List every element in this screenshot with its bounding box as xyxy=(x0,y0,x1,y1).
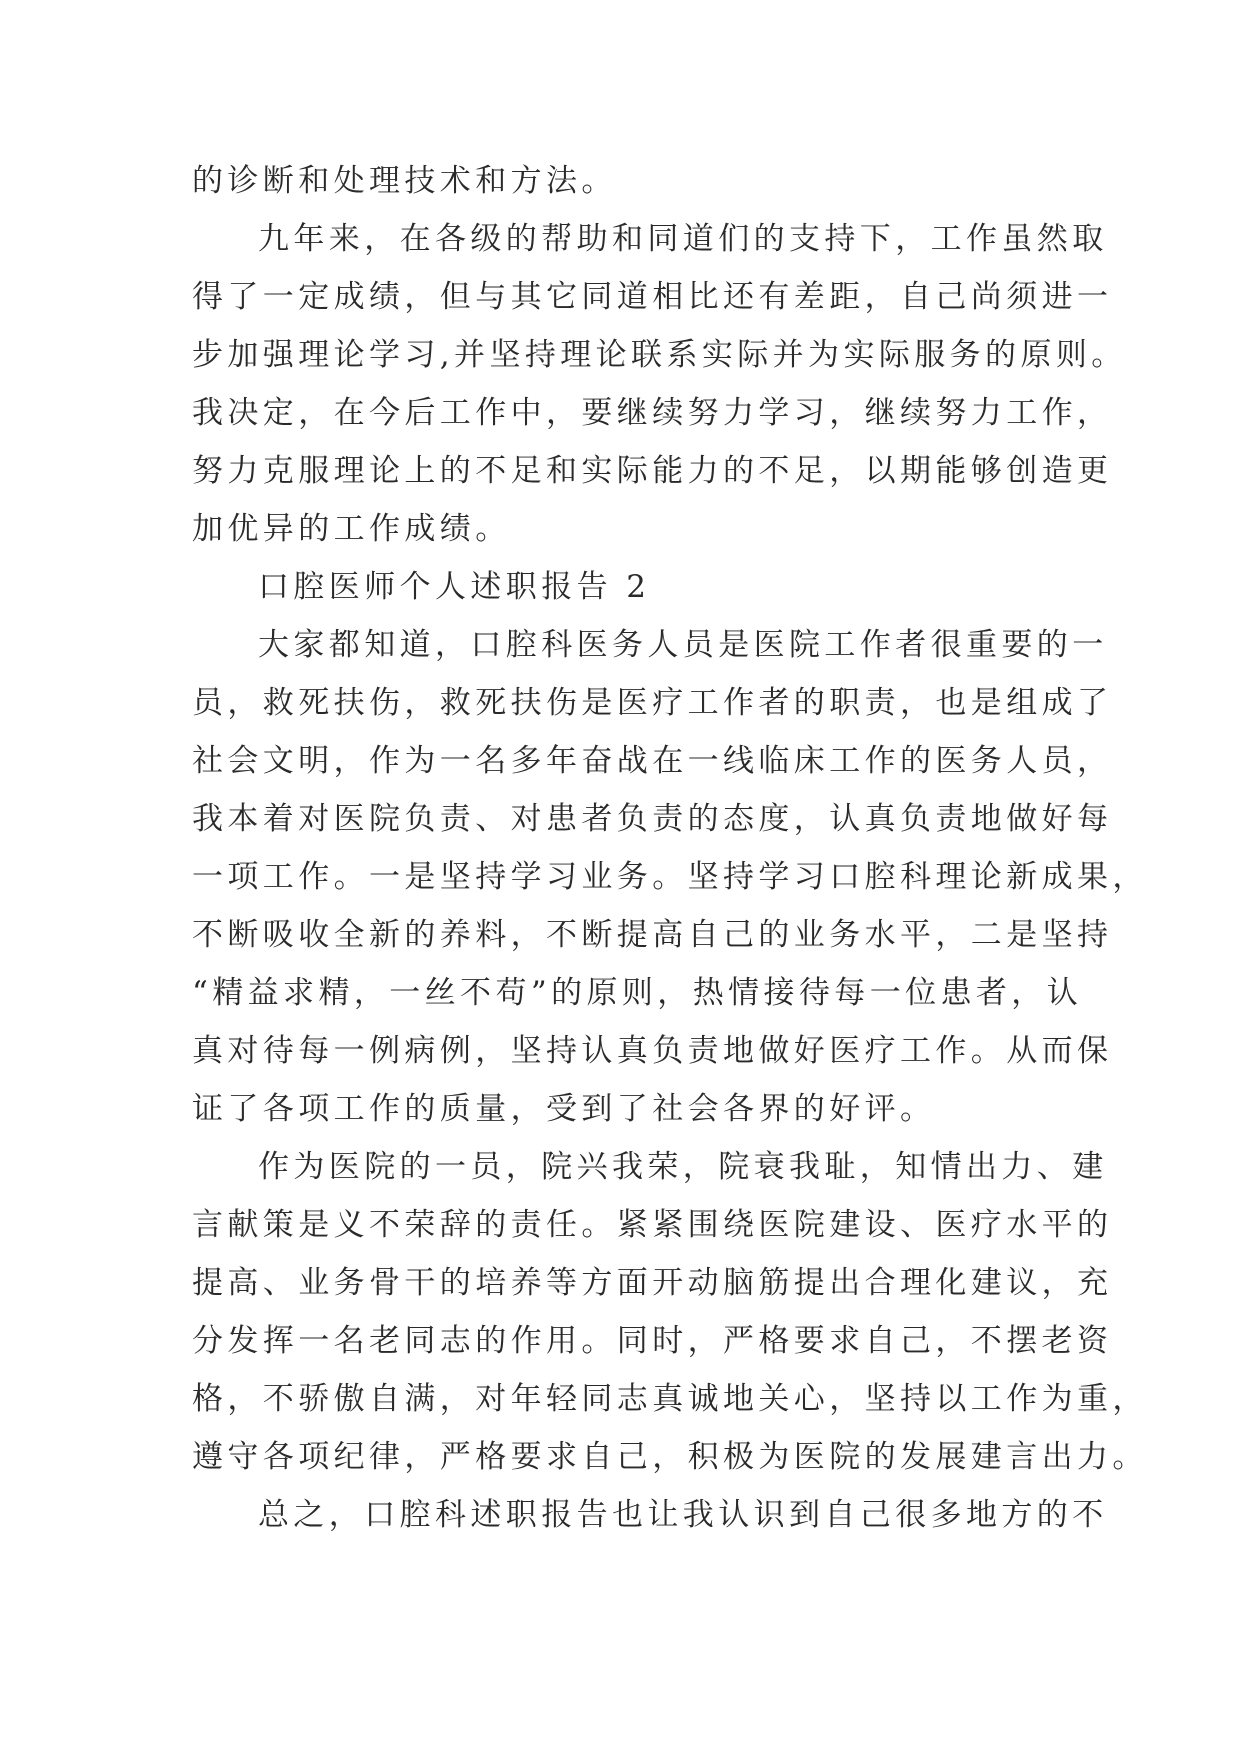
text-line: 得了一定成绩，但与其它同道相比还有差距，自己尚须进一 xyxy=(192,279,1113,315)
text-line: 员，救死扶伤，救死扶伤是医疗工作者的职责，也是组成了 xyxy=(192,685,1113,721)
text-line: 步加强理论学习,并坚持理论联系实际并为实际服务的原则。 xyxy=(192,337,1127,373)
text-line: 努力克服理论上的不足和实际能力的不足，以期能够创造更 xyxy=(192,453,1113,489)
document-body xyxy=(192,152,1148,1544)
text-line: 言献策是义不荣辞的责任。紧紧围绕医院建设、医疗水平的 xyxy=(192,1207,1113,1243)
paragraph-first-line: 作为医院的一员，院兴我荣，院衰我耻，知情出力、建 xyxy=(258,1149,1108,1185)
text-line: 我本着对医院负责、对患者负责的态度，认真负责地做好每 xyxy=(192,801,1113,837)
text-line: “精益求精，一丝不苟”的原则，热情接待每一位患者，认 xyxy=(192,975,1083,1011)
section-heading: 口腔医师个人述职报告 2 xyxy=(258,569,651,605)
text-line: 真对待每一例病例，坚持认真负责地做好医疗工作。从而保 xyxy=(192,1033,1113,1069)
text-line: 我决定，在今后工作中，要继续努力学习，继续努力工作， xyxy=(192,395,1113,431)
text-line: 的诊断和处理技术和方法。 xyxy=(192,163,617,199)
text-line: 社会文明，作为一名多年奋战在一线临床工作的医务人员， xyxy=(192,743,1113,779)
text-line: 分发挥一名老同志的作用。同时，严格要求自己，不摆老资 xyxy=(192,1323,1113,1359)
text-line: 证了各项工作的质量，受到了社会各界的好评。 xyxy=(192,1091,936,1127)
paragraph-first-line: 大家都知道，口腔科医务人员是医院工作者很重要的一 xyxy=(258,627,1108,663)
paragraph-first-line: 总之，口腔科述职报告也让我认识到自己很多地方的不 xyxy=(258,1497,1108,1533)
text-line: 遵守各项纪律，严格要求自己，积极为医院的发展建言出力。 xyxy=(192,1439,1148,1475)
text-line: 格，不骄傲自满，对年轻同志真诚地关心，坚持以工作为重， xyxy=(192,1381,1148,1417)
text-line: 提高、业务骨干的培养等方面开动脑筋提出合理化建议，充 xyxy=(192,1265,1113,1301)
text-line: 一项工作。一是坚持学习业务。坚持学习口腔科理论新成果， xyxy=(192,859,1148,895)
text-line: 不断吸收全新的养料，不断提高自己的业务水平，二是坚持 xyxy=(192,917,1113,953)
text-line: 加优异的工作成绩。 xyxy=(192,511,511,547)
paragraph-first-line: 九年来，在各级的帮助和同道们的支持下，工作虽然取 xyxy=(258,221,1108,257)
